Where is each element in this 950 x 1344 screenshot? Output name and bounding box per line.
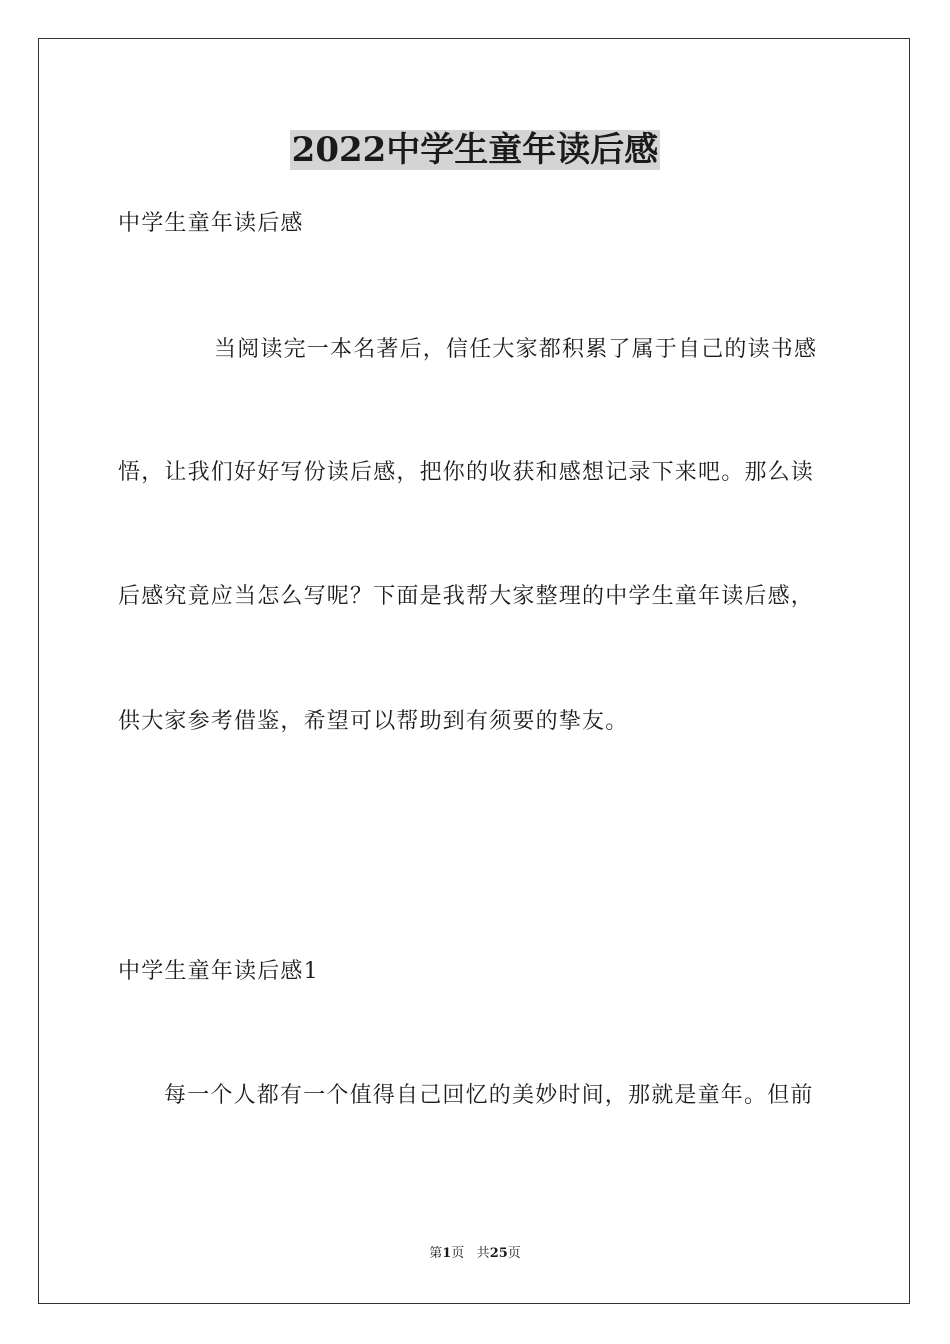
footer-page-current: 1 (442, 1246, 452, 1261)
document-title-text: 2022中学生童年读后感 (291, 130, 659, 170)
page-footer (0, 1245, 950, 1263)
paragraph-line: 当阅读完一本名著后，信任大家都积累了属于自己的读书感 (214, 337, 818, 362)
footer-total-suffix: 页 (507, 1246, 521, 1261)
paragraph-line: 每一个人都有一个值得自己回忆的美妙时间，那就是童年。但前 (164, 1083, 814, 1108)
footer-page-prefix: 第 (429, 1246, 443, 1261)
footer-page-total: 25 (489, 1246, 508, 1261)
paragraph-line: 悟，让我们好好写份读后感，把你的收获和感想记录下来吧。那么读 (118, 460, 815, 485)
footer-page-suffix: 页 (451, 1246, 465, 1261)
section-heading: 中学生童年读后感1 (118, 959, 319, 984)
subtitle-line: 中学生童年读后感 (118, 211, 304, 236)
paragraph-line: 后感究竟应当怎么写呢？下面是我帮大家整理的中学生童年读后感， (118, 584, 815, 609)
document-title (0, 128, 950, 172)
footer-total-prefix: 共 (476, 1246, 490, 1261)
paragraph-line: 供大家参考借鉴，希望可以帮助到有须要的挚友。 (118, 709, 629, 734)
